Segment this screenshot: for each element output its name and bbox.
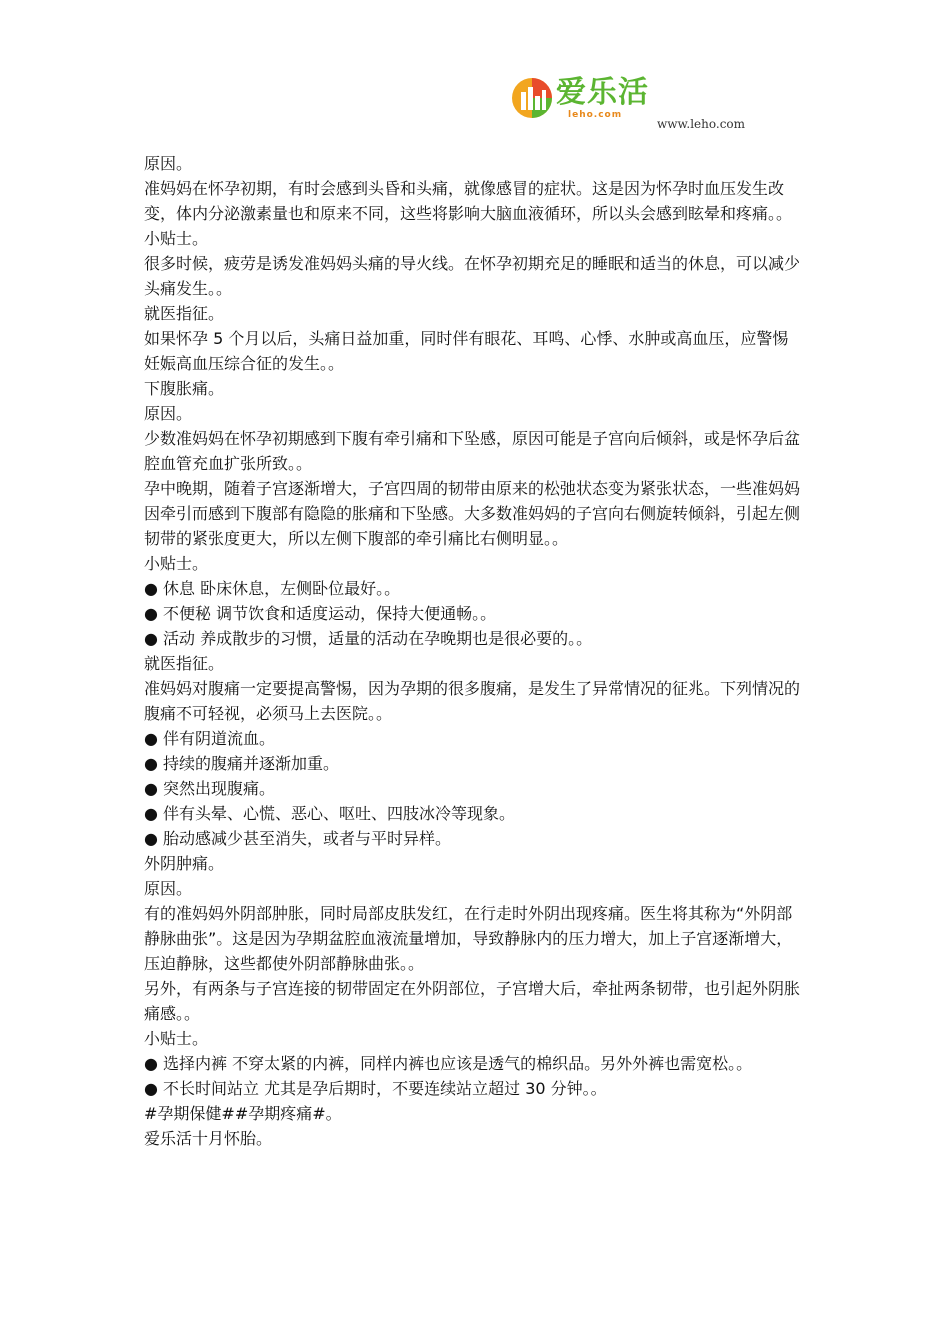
paragraph: 很多时候，疲劳是诱发准妈妈头痛的导火线。在怀孕初期充足的睡眠和适当的休息，可以减少头痛发生。。 — [144, 254, 801, 298]
leho-logo-subtext: leho.com — [568, 110, 623, 120]
bullet-item: ● 活动 养成散步的习惯，适量的活动在孕晚期也是很必要的。。 — [144, 629, 593, 648]
footer-line: 爱乐活十月怀胎。 — [144, 1129, 273, 1148]
paragraph: 准妈妈对腹痛一定要提高警惕，因为孕期的很多腹痛，是发生了异常情况的征兆。下列情况的腹痛不可轻视，必须马上去医院。。 — [144, 679, 801, 723]
section-label: 原因。 — [144, 404, 193, 423]
section-label: 原因。 — [144, 154, 193, 173]
section-heading: 外阴肿痛。 — [144, 854, 225, 873]
paragraph: 如果怀孕 5 个月以后，头痛日益加重，同时伴有眼花、耳鸣、心悸、水肿或高血压，应警惕妊娠高血压综合征的发生。。 — [144, 329, 789, 373]
leho-logo-text: 爱乐活 — [556, 75, 649, 110]
article-body — [144, 151, 804, 1151]
bullet-item: ● 休息 卧床休息，左侧卧位最好。。 — [144, 579, 401, 598]
section-label: 原因。 — [144, 879, 193, 898]
section-label: 就医指征。 — [144, 654, 225, 673]
leho-logo — [510, 74, 670, 126]
paragraph: 准妈妈在怀孕初期，有时会感到头昏和头痛，就像感冒的症状。这是因为怀孕时血压发生改变，体内分泌激素量也和原来不同，这些将影响大脑血液循环，所以头会感到眩晕和疼痛。。 — [144, 179, 793, 223]
bullet-item: ● 突然出现腹痛。 — [144, 779, 276, 798]
section-label: 小贴士。 — [144, 1029, 209, 1048]
bullet-item: ● 伴有头晕、心慌、恶心、呕吐、四肢冰冷等现象。 — [144, 804, 516, 823]
site-url: www.leho.com — [657, 117, 746, 131]
bullet-item: ● 伴有阴道流血。 — [144, 729, 276, 748]
bullet-item: ● 持续的腹痛并逐渐加重。 — [144, 754, 340, 773]
bullet-item: ● 不便秘 调节饮食和适度运动，保持大便通畅。。 — [144, 604, 497, 623]
section-heading: 下腹胀痛。 — [144, 379, 225, 398]
paragraph: 少数准妈妈在怀孕初期感到下腹有牵引痛和下坠感，原因可能是子宫向后倾斜，或是怀孕后盆腔血管充血扩张所致。。 — [144, 429, 801, 473]
paragraph: 另外，有两条与子宫连接的韧带固定在外阴部位，子宫增大后，牵扯两条韧带，也引起外阴胀痛感。。 — [144, 979, 801, 1023]
bullet-item: ● 胎动感减少甚至消失，或者与平时异样。 — [144, 829, 452, 848]
bullet-item: ● 选择内裤 不穿太紧的内裤，同样内裤也应该是透气的棉织品。另外外裤也需宽松。。 — [144, 1054, 753, 1073]
section-label: 就医指征。 — [144, 304, 225, 323]
paragraph: 孕中晚期，随着子宫逐渐增大，子宫四周的韧带由原来的松弛状态变为紧张状态，一些准妈妈因牵引而感到下腹部有隐隐的胀痛和下坠感。大多数准妈妈的子宫向右侧旋转倾斜，引起左侧韧带的紧张度更大，所以左侧下腹部的牵引痛比右侧明显。。 — [144, 479, 801, 548]
hashtags: #孕期保健##孕期疼痛#。 — [144, 1104, 342, 1123]
bullet-item: ● 不长时间站立 尤其是孕后期时，不要连续站立超过 30 分钟。。 — [144, 1079, 607, 1098]
section-label: 小贴士。 — [144, 229, 209, 248]
leho-logo-icon — [510, 76, 554, 120]
section-label: 小贴士。 — [144, 554, 209, 573]
paragraph: 有的准妈妈外阴部肿胀，同时局部皮肤发红，在行走时外阴出现疼痛。医生将其称为“外阴部静脉曲张”。这是因为孕期盆腔血液流量增加，导致静脉内的压力增大，加上子宫逐渐增大，压迫静脉，这些都使外阴部静脉曲张。。 — [144, 904, 793, 973]
